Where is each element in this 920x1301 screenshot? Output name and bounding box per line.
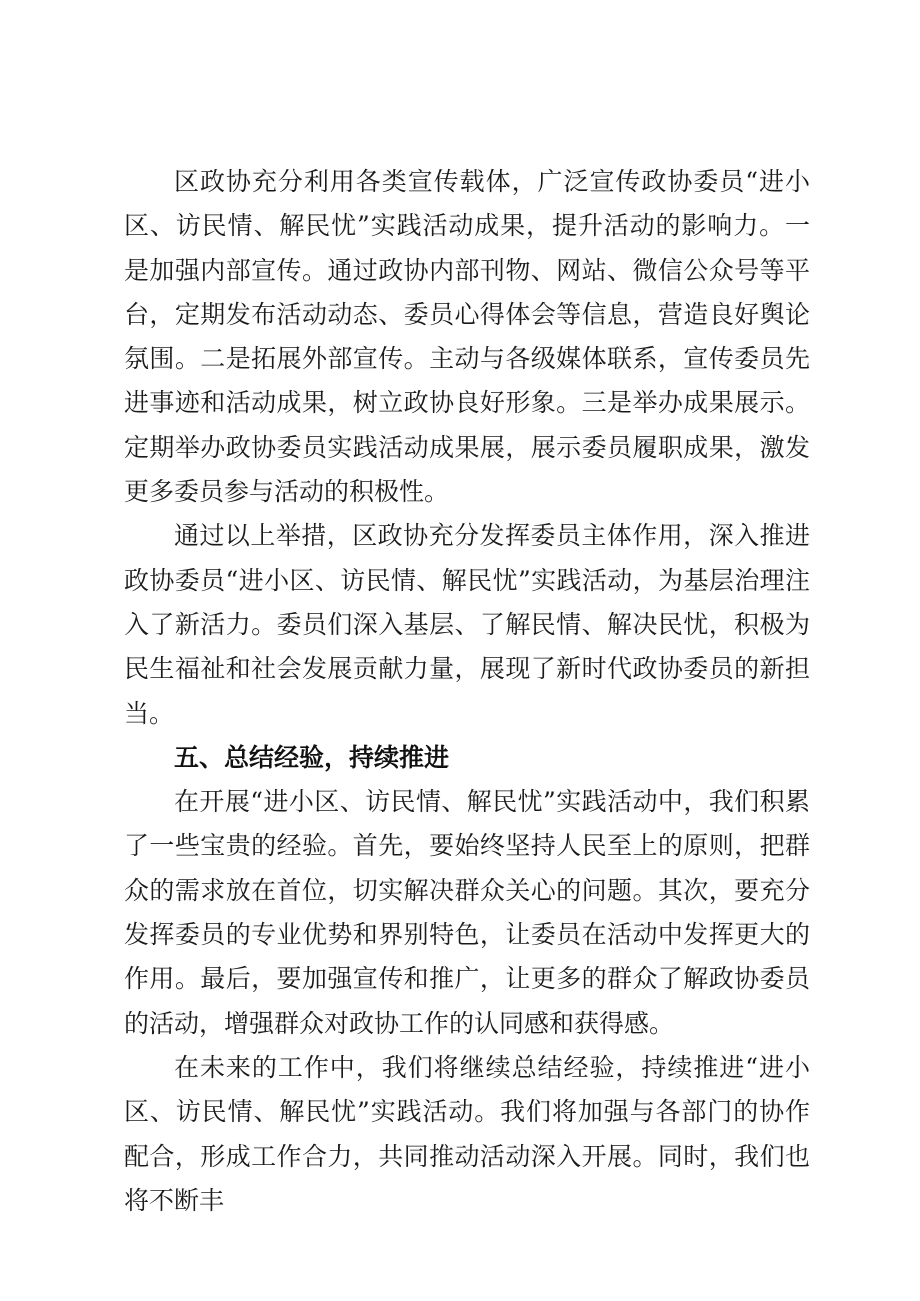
- section-heading: 五、总结经验，持续推进: [174, 742, 450, 772]
- paragraph-publicity: 区政协充分利用各类宣传载体，广泛宣传政协委员“进小区、访民情、解民忧”实践活动成果，提升活动的影响力。一是加强内部宣传。通过政协内部刊物、网站、微信公众号等平台，定期发布活动动态、委员心得体会等信息，营造良好舆论氛围。二是拓展外部宣传。主动与各级媒体联系，宣传委员先进事迹和活动成果，树立政协良好形象。三是举办成果展示。定期举办政协委员实践活动成果展，展示委员履职成果，激发更多委员参与活动的积极性。: [124, 167, 810, 507]
- paragraph-measures-summary: 通过以上举措，区政协充分发挥委员主体作用，深入推进政协委员“进小区、访民情、解民忧”实践活动，为基层治理注入了新活力。委员们深入基层、了解民情、解决民忧，积极为民生福祉和社会发展贡献力量，展现了新时代政协委员的新担当。: [124, 521, 810, 728]
- paragraph-experience: 在开展“进小区、访民情、解民忧”实践活动中，我们积累了一些宝贵的经验。首先，要始终坚持人民至上的原则，把群众的需求放在首位，切实解决群众关心的问题。其次，要充分发挥委员的专业优势和界别特色，让委员在活动中发挥更大的作用。最后，要加强宣传和推广，让更多的群众了解政协委员的活动，增强群众对政协工作的认同感和获得感。: [124, 787, 810, 1038]
- document-body: [124, 160, 810, 1223]
- paragraph-future-work: 在未来的工作中，我们将继续总结经验，持续推进“进小区、访民情、解民忧”实践活动。我们将加强与各部门的协作配合，形成工作合力，共同推动活动深入开展。同时，我们也将不断丰: [124, 1052, 810, 1215]
